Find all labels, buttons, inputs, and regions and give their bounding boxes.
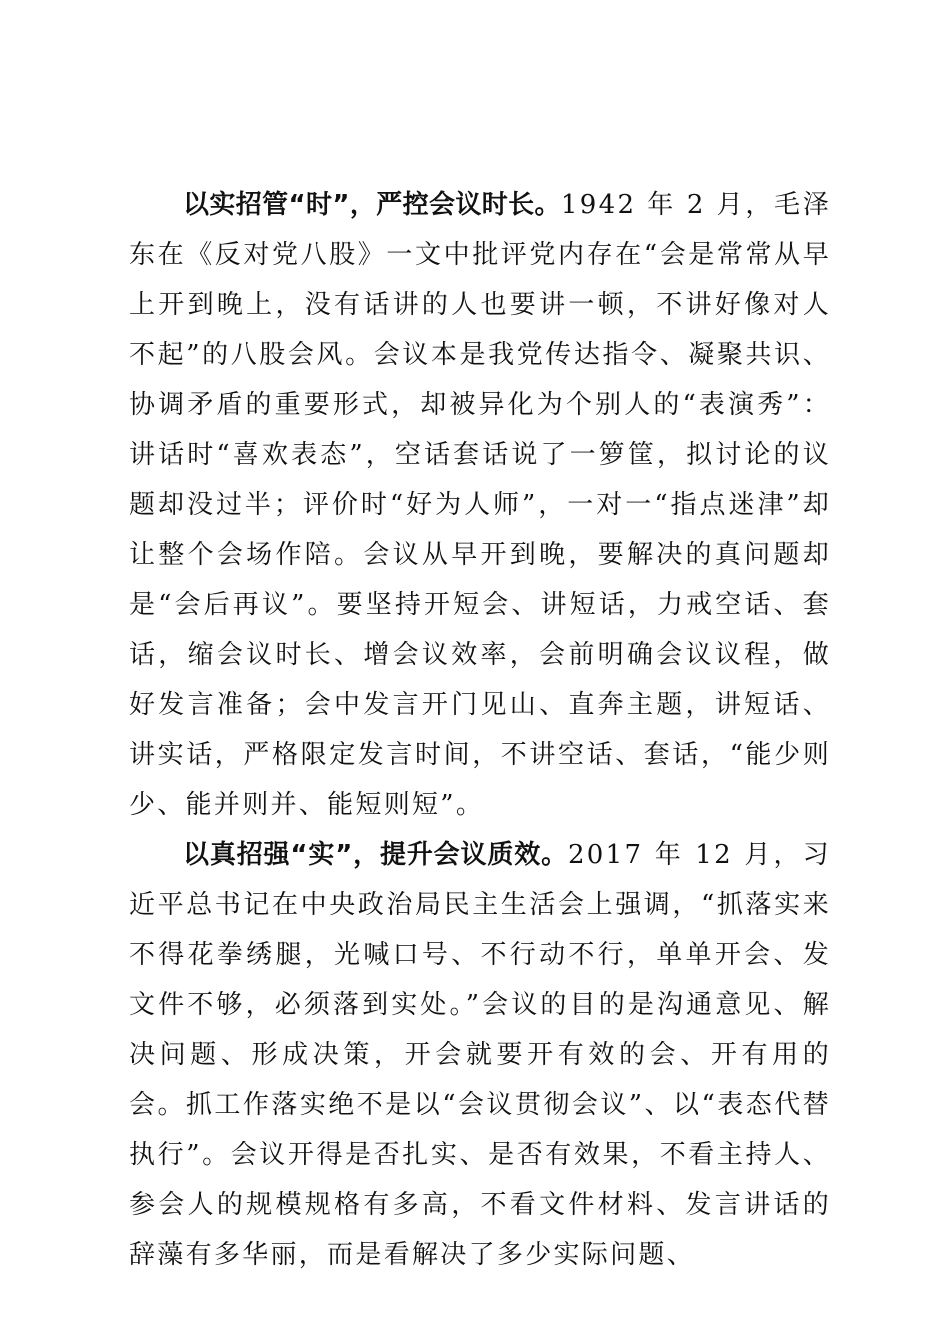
paragraph-text: 2017 年 12 月，习近平总书记在中央政治局民主生活会上强调，“抓落实来不得花拳绣腿，光喊口号、不行动不行，单单开会、发文件不够，必须落到实处。”会议的目的是沟通意见、解决问题、形成决策，开会就要开有效的会、开有用的会。抓工作落实绝不是以“会议贯彻会议”、以“表态代替执行”。会议开得是否扎实、是否有效果，不看主持人、参会人的规模规格有多高，不看文件材料、发言讲话的辞藻有多华丽，而是看解决了多少实际问题、 <box>129 840 831 1270</box>
paragraph-meeting-quality <box>129 830 831 1280</box>
paragraph-heading: 以实招管“时”，严控会议时长。 <box>183 190 561 220</box>
paragraph-heading: 以真招强“实”，提升会议质效。 <box>183 840 568 870</box>
paragraph-meeting-duration <box>129 180 831 830</box>
paragraph-text: 1942 年 2 月，毛泽东在《反对党八股》一文中批评党内存在“会是常常从早上开到晚上，没有话讲的人也要讲一顿，不讲好像对人不起”的八股会风。会议本是我党传达指令、凝聚共识、协调矛盾的重要形式，却被异化为个别人的“表演秀”：讲话时“喜欢表态”，空话套话说了一箩筐，拟讨论的议题却没过半；评价时“好为人师”，一对一“指点迷津”却让整个会场作陪。会议从早开到晚，要解决的真问题却是“会后再议”。要坚持开短会、讲短话，力戒空话、套话，缩会议时长、增会议效率，会前明确会议议程，做好发言准备；会中发言开门见山、直奔主题，讲短话、讲实话，严格限定发言时间，不讲空话、套话，“能少则少、能并则并、能短则短”。 <box>129 190 832 820</box>
document-body <box>129 180 831 1280</box>
